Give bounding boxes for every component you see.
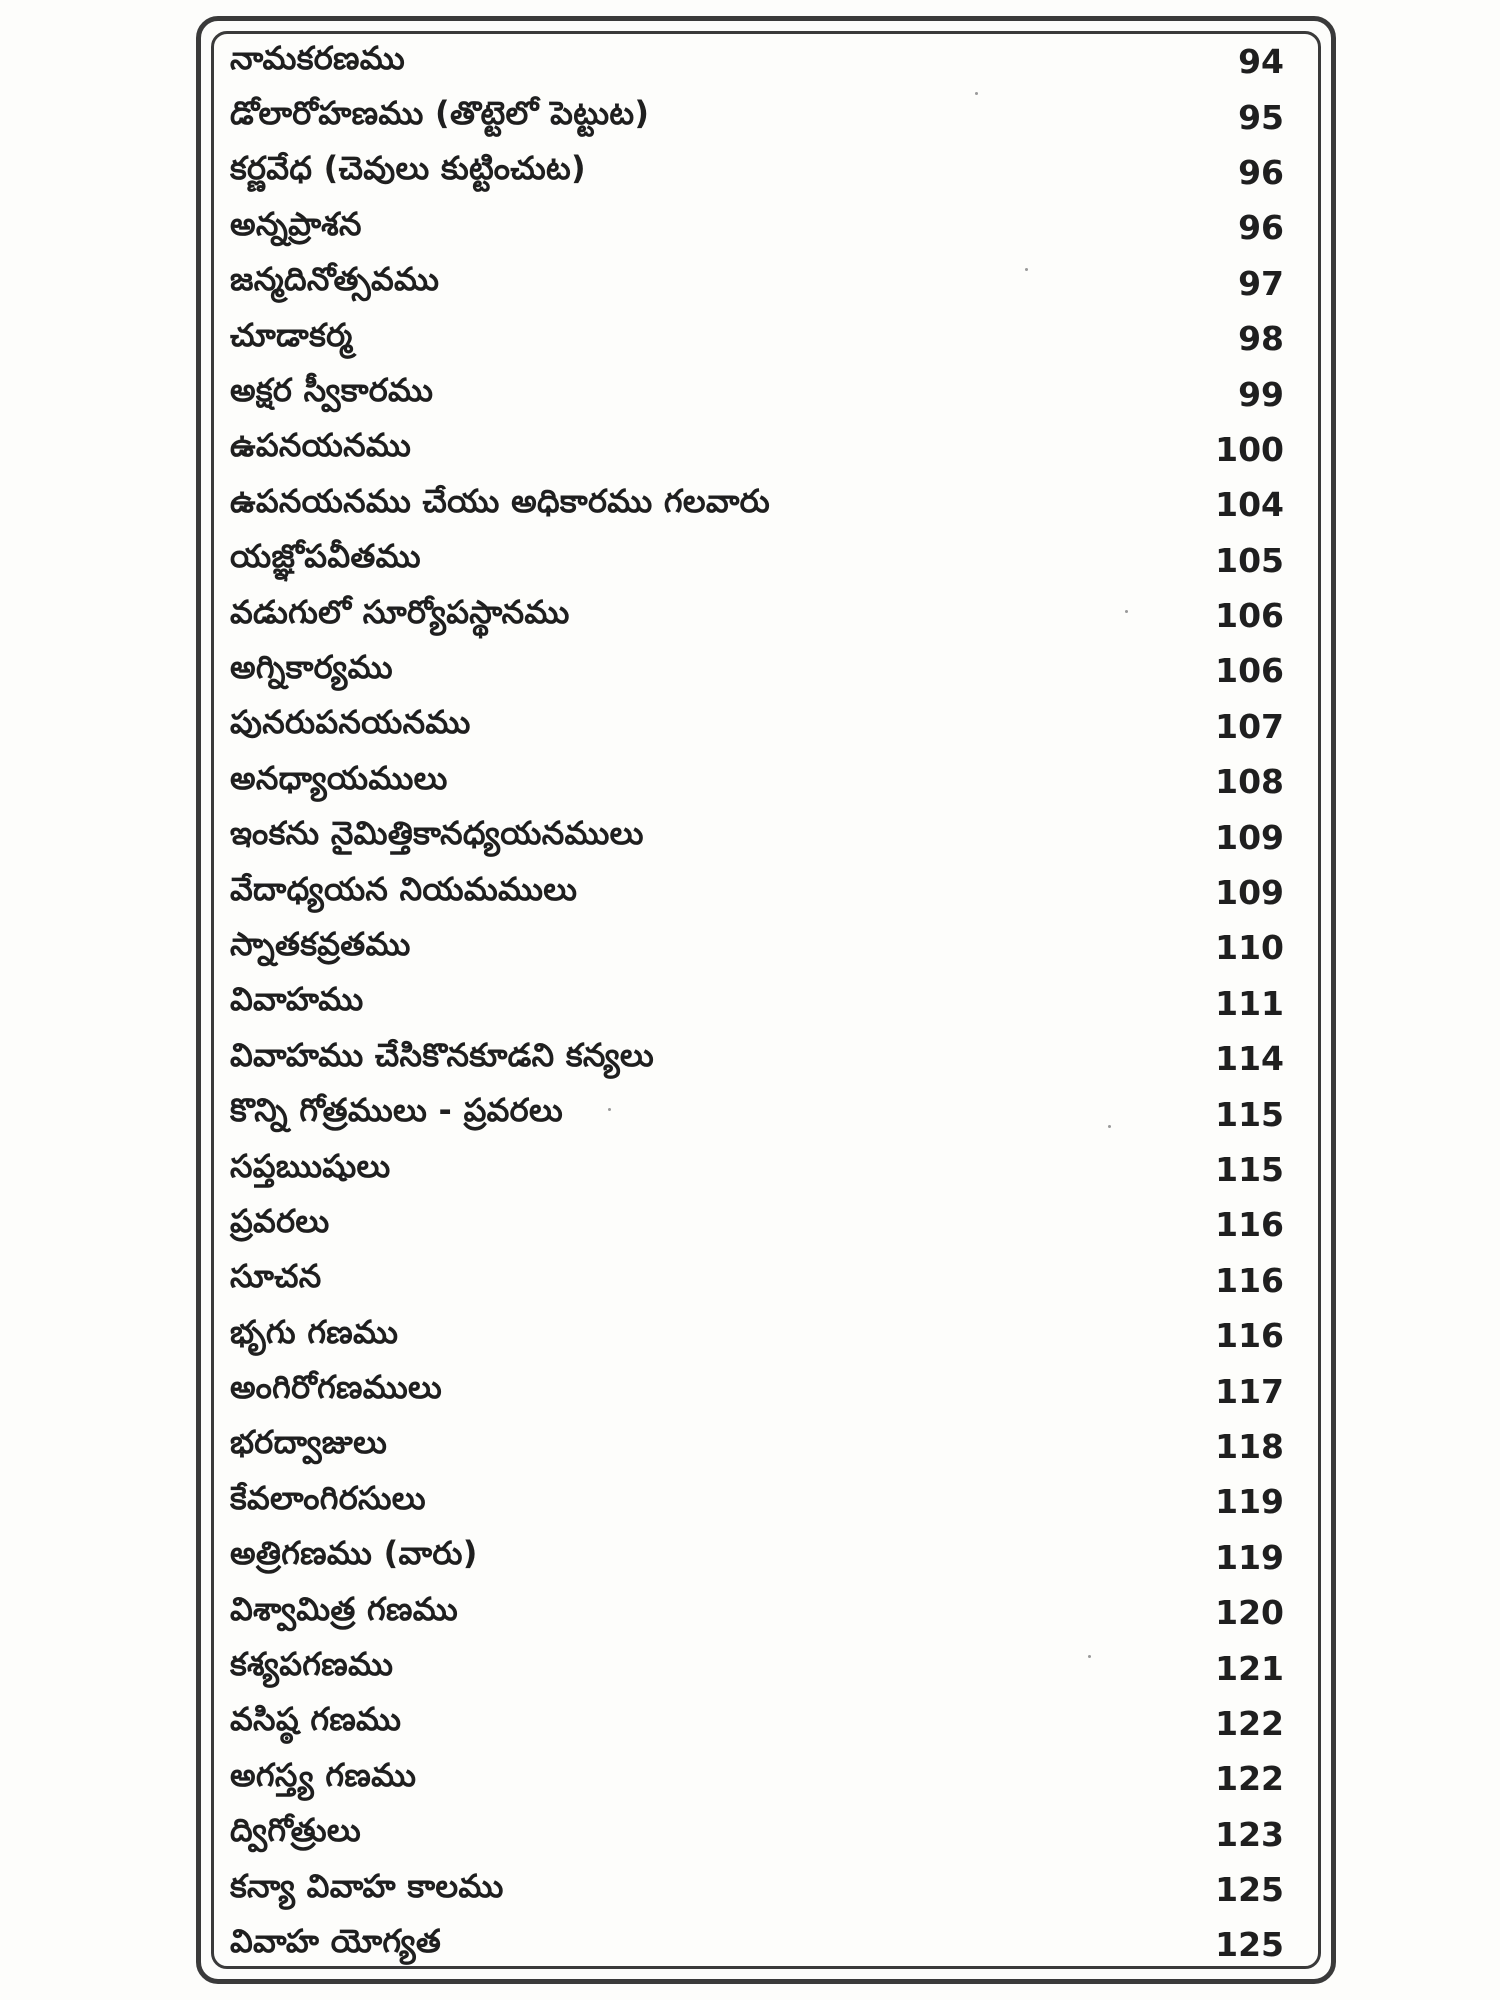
toc-entry-page-number: 125 xyxy=(1215,1925,1284,1965)
toc-entry-title: స్నాతకవ్రతము xyxy=(230,924,411,963)
toc-entry xyxy=(230,588,1290,643)
toc-entry xyxy=(230,1419,1290,1474)
toc-entry-title: ప్రవరలు xyxy=(230,1201,330,1240)
toc-entry-page-number: 96 xyxy=(1238,208,1284,248)
toc-entry-page-number: 122 xyxy=(1215,1759,1284,1799)
toc-entry xyxy=(230,34,1290,89)
toc-entry-page-number: 111 xyxy=(1215,983,1284,1023)
toc-entry xyxy=(230,809,1290,864)
toc-entry-title: వివాహ యోగ్యత xyxy=(230,1921,442,1960)
toc-entry-title: ఉపనయనము xyxy=(230,426,412,465)
toc-entry xyxy=(230,1308,1290,1363)
toc-entry-title: నామకరణము xyxy=(230,38,405,77)
toc-entry-page-number: 97 xyxy=(1238,263,1284,303)
toc-entry-page-number: 100 xyxy=(1215,429,1284,469)
toc-entry xyxy=(230,1917,1290,1972)
toc-entry-page-number: 109 xyxy=(1215,873,1284,913)
toc-entry-title: ఇంకను నైమిత్తికానధ్యయనములు xyxy=(230,814,644,853)
toc-entry-page-number: 117 xyxy=(1215,1371,1284,1411)
toc-entry-title: యజ్ఞోపవీతము xyxy=(230,537,421,576)
toc-entry-page-number: 105 xyxy=(1215,540,1284,580)
toc-entry xyxy=(230,366,1290,421)
toc-entry-page-number: 106 xyxy=(1215,651,1284,691)
toc-entry-page-number: 122 xyxy=(1215,1703,1284,1743)
toc-entry-page-number: 121 xyxy=(1215,1648,1284,1688)
toc-entry-page-number: 114 xyxy=(1215,1039,1284,1079)
toc-entry xyxy=(230,976,1290,1031)
toc-entry xyxy=(230,256,1290,311)
toc-entry xyxy=(230,1253,1290,1308)
toc-entry-page-number: 106 xyxy=(1215,596,1284,636)
toc-entry xyxy=(230,89,1290,144)
toc-entry-title: డోలారోహణము (తొట్టెలో పెట్టుట) xyxy=(230,94,650,133)
toc-entry-title: అనధ్యాయములు xyxy=(230,758,448,797)
toc-entry-title: వసిష్ఠ గణము xyxy=(230,1700,402,1739)
toc-entry-title: కేవలాంగిరసులు xyxy=(230,1478,426,1517)
toc-entry-page-number: 123 xyxy=(1215,1814,1284,1854)
toc-entry-page-number: 107 xyxy=(1215,706,1284,746)
toc-entry-page-number: 125 xyxy=(1215,1870,1284,1910)
toc-entry xyxy=(230,1640,1290,1695)
toc-entry-title: అన్నప్రాశన xyxy=(230,204,362,243)
toc-entry-page-number: 120 xyxy=(1215,1593,1284,1633)
toc-entry-page-number: 96 xyxy=(1238,152,1284,192)
toc-entry-page-number: 94 xyxy=(1238,42,1284,82)
scan-speck xyxy=(1108,1125,1111,1128)
toc-entry-page-number: 99 xyxy=(1238,374,1284,414)
toc-entry-title: కశ్యపగణము xyxy=(230,1645,394,1684)
scan-speck xyxy=(1125,610,1128,613)
toc-entry-title: కర్ణవేధ (చెవులు కుట్టించుట) xyxy=(230,149,586,188)
toc-entry-title: అక్షర స్వీకారము xyxy=(230,371,434,410)
toc-entry-title: అంగిరోగణములు xyxy=(230,1368,443,1407)
toc-entry xyxy=(230,1862,1290,1917)
toc-entry-page-number: 116 xyxy=(1215,1316,1284,1356)
toc-entry-title: సూచన xyxy=(230,1257,322,1296)
toc-entry-title: విశ్వామిత్ర గణము xyxy=(230,1589,458,1628)
toc-entry-title: పునరుపనయనము xyxy=(230,703,471,742)
toc-entry-title: భృగు గణము xyxy=(230,1312,399,1351)
toc-entry-title: వడుగులో సూర్యోపస్థానము xyxy=(230,592,570,631)
toc-entry xyxy=(230,1363,1290,1418)
toc-entry-title: ద్విగోత్రులు xyxy=(230,1811,361,1850)
scan-speck xyxy=(608,1108,611,1111)
toc-entry-page-number: 104 xyxy=(1215,485,1284,525)
toc-entry xyxy=(230,477,1290,532)
table-of-contents xyxy=(230,34,1290,1973)
toc-entry-title: జన్మదినోత్సవము xyxy=(230,260,440,299)
toc-entry xyxy=(230,145,1290,200)
toc-entry xyxy=(230,643,1290,698)
scan-speck xyxy=(1025,268,1028,271)
toc-entry-page-number: 119 xyxy=(1215,1482,1284,1522)
toc-entry xyxy=(230,865,1290,920)
toc-entry xyxy=(230,1807,1290,1862)
toc-entry-page-number: 116 xyxy=(1215,1205,1284,1245)
toc-entry-title: భరద్వాజులు xyxy=(230,1423,388,1462)
toc-entry xyxy=(230,699,1290,754)
scan-speck xyxy=(1088,1655,1091,1658)
toc-entry-page-number: 119 xyxy=(1215,1537,1284,1577)
toc-entry xyxy=(230,533,1290,588)
toc-entry xyxy=(230,920,1290,975)
toc-entry xyxy=(230,1031,1290,1086)
toc-entry xyxy=(230,1197,1290,1252)
toc-entry-title: కన్యా వివాహ కాలము xyxy=(230,1866,504,1905)
toc-entry xyxy=(230,1585,1290,1640)
toc-entry xyxy=(230,1530,1290,1585)
toc-entry xyxy=(230,1142,1290,1197)
toc-entry-page-number: 98 xyxy=(1238,319,1284,359)
toc-entry-title: అత్రిగణము (వారు) xyxy=(230,1534,478,1573)
toc-entry xyxy=(230,1086,1290,1141)
toc-entry-page-number: 95 xyxy=(1238,97,1284,137)
scan-speck xyxy=(975,92,978,95)
toc-entry-title: చూడాకర్మ xyxy=(230,315,353,354)
toc-entry-page-number: 116 xyxy=(1215,1260,1284,1300)
toc-entry-title: వివాహము చేసికొనకూడని కన్యలు xyxy=(230,1035,654,1074)
toc-entry-title: అగ్నికార్యము xyxy=(230,647,393,686)
toc-entry xyxy=(230,1696,1290,1751)
toc-entry xyxy=(230,1751,1290,1806)
toc-entry xyxy=(230,422,1290,477)
toc-entry xyxy=(230,1474,1290,1529)
toc-entry-title: సప్తఋషులు xyxy=(230,1146,391,1185)
toc-entry-page-number: 110 xyxy=(1215,928,1284,968)
toc-entry-title: వేదాధ్యయన నియమములు xyxy=(230,869,578,908)
toc-entry-page-number: 108 xyxy=(1215,762,1284,802)
toc-entry-page-number: 109 xyxy=(1215,817,1284,857)
toc-entry xyxy=(230,200,1290,255)
toc-entry-page-number: 118 xyxy=(1215,1426,1284,1466)
toc-entry-title: అగస్త్య గణము xyxy=(230,1755,417,1794)
toc-entry xyxy=(230,754,1290,809)
toc-entry-title: కొన్ని గోత్రములు - ప్రవరలు xyxy=(230,1091,564,1130)
toc-entry-title: వివాహము xyxy=(230,980,364,1019)
toc-entry xyxy=(230,311,1290,366)
toc-entry-page-number: 115 xyxy=(1215,1094,1284,1134)
toc-entry-page-number: 115 xyxy=(1215,1150,1284,1189)
toc-entry-title: ఉపనయనము చేయు అధికారము గలవారు xyxy=(230,481,771,520)
